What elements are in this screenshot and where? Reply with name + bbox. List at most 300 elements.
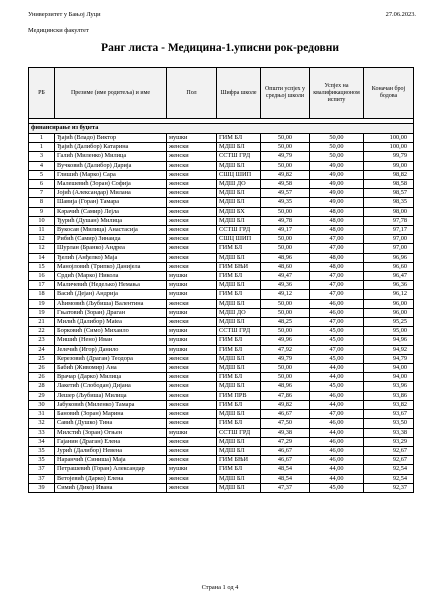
gender-cell: женски bbox=[167, 373, 217, 382]
school-code-cell: МДШ БЛ bbox=[217, 143, 261, 152]
rank-cell: 39 bbox=[29, 483, 55, 492]
total-points-cell: 92,54 bbox=[364, 474, 414, 483]
name-cell: Рибић (Самир) Зинаида bbox=[55, 235, 167, 244]
document-date: 27.06.2023. bbox=[385, 11, 416, 18]
general-success-cell: 47,50 bbox=[261, 419, 310, 428]
general-success-cell: 49,12 bbox=[261, 290, 310, 299]
table-header-row bbox=[29, 68, 414, 119]
general-success-cell: 47,86 bbox=[261, 391, 310, 400]
total-points-cell: 94,00 bbox=[364, 373, 414, 382]
qualifying-exam-cell: 45,00 bbox=[310, 327, 364, 336]
name-cell: Вучковић (Далибор) Дарија bbox=[55, 161, 167, 170]
gender-cell: мушки bbox=[167, 272, 217, 281]
school-code-cell: СШЦ ШИП bbox=[217, 235, 261, 244]
total-points-cell: 98,58 bbox=[364, 180, 414, 189]
school-code-cell: МДШ БЛ bbox=[217, 253, 261, 262]
qualifying-exam-cell: 50,00 bbox=[310, 134, 364, 143]
table-row bbox=[29, 318, 414, 327]
table-row bbox=[29, 143, 414, 152]
school-code-cell: МДШ ДО bbox=[217, 308, 261, 317]
general-success-cell: 50,00 bbox=[261, 207, 310, 216]
total-points-cell: 95,00 bbox=[364, 327, 414, 336]
total-points-cell: 93,29 bbox=[364, 437, 414, 446]
qualifying-exam-cell: 48,00 bbox=[310, 207, 364, 216]
gender-cell: мушки bbox=[167, 281, 217, 290]
school-code-cell: ГИМ БЊИ bbox=[217, 456, 261, 465]
school-code-cell: ГИМ БЛ bbox=[217, 244, 261, 253]
total-points-cell: 94,92 bbox=[364, 345, 414, 354]
rank-cell: 28 bbox=[29, 382, 55, 391]
total-points-cell: 96,47 bbox=[364, 272, 414, 281]
general-success-cell: 48,60 bbox=[261, 262, 310, 271]
school-code-cell: МДШ БЛ bbox=[217, 410, 261, 419]
school-code-cell: МДШ БЛ bbox=[217, 364, 261, 373]
rank-cell: 8 bbox=[29, 198, 55, 207]
name-cell: Бабић (Живомир) Ана bbox=[55, 364, 167, 373]
table-row bbox=[29, 244, 414, 253]
qualifying-exam-cell: 47,00 bbox=[310, 290, 364, 299]
total-points-cell: 94,79 bbox=[364, 354, 414, 363]
qualifying-exam-cell: 49,00 bbox=[310, 189, 364, 198]
rank-cell: 9 bbox=[29, 207, 55, 216]
total-points-cell: 97,17 bbox=[364, 226, 414, 235]
total-points-cell: 93,38 bbox=[364, 428, 414, 437]
general-success-cell: 50,00 bbox=[261, 161, 310, 170]
section-row bbox=[29, 124, 414, 134]
school-code-cell: ССТШ ГРД bbox=[217, 152, 261, 161]
qualifying-exam-cell: 45,00 bbox=[310, 354, 364, 363]
rank-cell: 25 bbox=[29, 354, 55, 363]
qualifying-exam-cell: 48,00 bbox=[310, 253, 364, 262]
rank-cell: 11 bbox=[29, 226, 55, 235]
total-points-cell: 98,00 bbox=[364, 207, 414, 216]
general-success-cell: 49,57 bbox=[261, 189, 310, 198]
qualifying-exam-cell: 46,00 bbox=[310, 446, 364, 455]
rank-cell: 24 bbox=[29, 345, 55, 354]
total-points-cell: 96,12 bbox=[364, 290, 414, 299]
rank-cell: 35 bbox=[29, 446, 55, 455]
gender-cell: женски bbox=[167, 437, 217, 446]
total-points-cell: 93,67 bbox=[364, 410, 414, 419]
qualifying-exam-cell: 48,00 bbox=[310, 262, 364, 271]
general-success-cell: 50,00 bbox=[261, 244, 310, 253]
qualifying-exam-cell: 44,00 bbox=[310, 465, 364, 474]
qualifying-exam-cell: 47,00 bbox=[310, 345, 364, 354]
qualifying-exam-cell: 47,00 bbox=[310, 272, 364, 281]
name-cell: Шурлан (Бранко) Андреа bbox=[55, 244, 167, 253]
table-row bbox=[29, 272, 414, 281]
total-points-cell: 92,54 bbox=[364, 465, 414, 474]
school-code-cell: ГИМ БЛ bbox=[217, 345, 261, 354]
total-points-cell: 95,25 bbox=[364, 318, 414, 327]
school-code-cell: ССТШ ГРД bbox=[217, 428, 261, 437]
gender-cell: мушки bbox=[167, 290, 217, 299]
gender-cell: женски bbox=[167, 419, 217, 428]
total-points-cell: 93,50 bbox=[364, 419, 414, 428]
name-cell: Ђајић (Владо) Виктор bbox=[55, 134, 167, 143]
general-success-cell: 47,92 bbox=[261, 345, 310, 354]
total-points-cell: 92,67 bbox=[364, 456, 414, 465]
name-cell: Ђурић (Душан) Милица bbox=[55, 216, 167, 225]
school-code-cell: МДШ БЛ bbox=[217, 483, 261, 492]
gender-cell: женски bbox=[167, 400, 217, 409]
name-cell: Керезовић (Драган) Теодора bbox=[55, 354, 167, 363]
general-success-cell: 49,35 bbox=[261, 198, 310, 207]
rank-cell: 12 bbox=[29, 244, 55, 253]
total-points-cell: 99,00 bbox=[364, 161, 414, 170]
total-points-cell: 96,60 bbox=[364, 262, 414, 271]
qualifying-exam-cell: 45,00 bbox=[310, 336, 364, 345]
school-code-cell: МДШ БЛ bbox=[217, 281, 261, 290]
qualifying-exam-cell: 44,00 bbox=[310, 373, 364, 382]
rank-cell: 15 bbox=[29, 262, 55, 271]
school-code-cell: МДШ ДО bbox=[217, 180, 261, 189]
table-row bbox=[29, 180, 414, 189]
table-row bbox=[29, 281, 414, 290]
name-cell: Галић (Миленко) Милица bbox=[55, 152, 167, 161]
name-cell: Симић (Дико) Ивана bbox=[55, 483, 167, 492]
ranking-table bbox=[28, 67, 414, 493]
qualifying-exam-cell: 50,00 bbox=[310, 152, 364, 161]
table-row bbox=[29, 419, 414, 428]
qualifying-exam-cell: 45,00 bbox=[310, 382, 364, 391]
general-success-cell: 50,00 bbox=[261, 373, 310, 382]
table-row bbox=[29, 262, 414, 271]
qualifying-exam-cell: 45,00 bbox=[310, 483, 364, 492]
name-cell: Јојић (Александар) Милана bbox=[55, 189, 167, 198]
table-row bbox=[29, 410, 414, 419]
name-cell: Срдић (Марко) Никола bbox=[55, 272, 167, 281]
general-success-cell: 49,17 bbox=[261, 226, 310, 235]
name-cell: Лешер (Љубиша) Милица bbox=[55, 391, 167, 400]
general-success-cell: 50,00 bbox=[261, 143, 310, 152]
gender-cell: женски bbox=[167, 299, 217, 308]
gender-cell: женски bbox=[167, 483, 217, 492]
rank-cell: 6 bbox=[29, 180, 55, 189]
total-points-cell: 93,82 bbox=[364, 400, 414, 409]
gender-cell: женски bbox=[167, 410, 217, 419]
school-code-cell: ГИМ ПРВ bbox=[217, 391, 261, 400]
table-row bbox=[29, 308, 414, 317]
rank-cell: 29 bbox=[29, 391, 55, 400]
gender-cell: женски bbox=[167, 180, 217, 189]
gender-cell: мушки bbox=[167, 428, 217, 437]
page-footer: Страна 1 од 4 bbox=[201, 584, 239, 591]
name-cell: Мишић (Нено) Иван bbox=[55, 336, 167, 345]
rank-cell: 4 bbox=[29, 161, 55, 170]
column-header-name: Презиме (име родитеља) и име bbox=[55, 68, 167, 119]
general-success-cell: 49,79 bbox=[261, 354, 310, 363]
qualifying-exam-cell: 49,00 bbox=[310, 198, 364, 207]
total-points-cell: 98,57 bbox=[364, 189, 414, 198]
general-success-cell: 49,82 bbox=[261, 170, 310, 179]
table-row bbox=[29, 189, 414, 198]
table-row bbox=[29, 474, 414, 483]
gender-cell: женски bbox=[167, 198, 217, 207]
name-cell: Наранчић (Синиша) Маја bbox=[55, 456, 167, 465]
gender-cell: женски bbox=[167, 161, 217, 170]
total-points-cell: 98,82 bbox=[364, 170, 414, 179]
rank-cell: 30 bbox=[29, 400, 55, 409]
rank-cell: 1 bbox=[29, 143, 55, 152]
qualifying-exam-cell: 47,00 bbox=[310, 235, 364, 244]
rank-cell: 37 bbox=[29, 474, 55, 483]
general-success-cell: 49,58 bbox=[261, 180, 310, 189]
table-row bbox=[29, 437, 414, 446]
total-points-cell: 97,00 bbox=[364, 244, 414, 253]
school-code-cell: ГИМ БЊИ bbox=[217, 262, 261, 271]
school-code-cell: МДШ БЛ bbox=[217, 382, 261, 391]
rank-cell: 7 bbox=[29, 189, 55, 198]
name-cell: Ветојевић (Дарко) Елена bbox=[55, 474, 167, 483]
qualifying-exam-cell: 46,00 bbox=[310, 391, 364, 400]
rank-cell: 3 bbox=[29, 152, 55, 161]
page-title: Ранг листа - Медицина-1.уписни рок-редовни bbox=[101, 42, 339, 54]
university-name: Универзитет у Бањој Луци bbox=[28, 11, 101, 18]
school-code-cell: ГИМ БЛ bbox=[217, 290, 261, 299]
rank-cell: 26 bbox=[29, 364, 55, 373]
school-code-cell: ГИМ БЛ bbox=[217, 465, 261, 474]
total-points-cell: 93,86 bbox=[364, 391, 414, 400]
general-success-cell: 46,67 bbox=[261, 410, 310, 419]
qualifying-exam-cell: 44,00 bbox=[310, 364, 364, 373]
table-row bbox=[29, 198, 414, 207]
gender-cell: мушки bbox=[167, 345, 217, 354]
name-cell: Малешевић (Зоран) Софија bbox=[55, 180, 167, 189]
rank-cell: 31 bbox=[29, 410, 55, 419]
column-header-qualifying-exam: Успјех на квалификационом испиту bbox=[310, 68, 364, 119]
total-points-cell: 92,67 bbox=[364, 446, 414, 455]
rank-cell: 35 bbox=[29, 456, 55, 465]
general-success-cell: 48,54 bbox=[261, 474, 310, 483]
general-success-cell: 49,36 bbox=[261, 281, 310, 290]
school-code-cell: ГИМ БЛ bbox=[217, 134, 261, 143]
name-cell: Ђелић (Анђелко) Маја bbox=[55, 253, 167, 262]
school-code-cell: ССТШ ГРД bbox=[217, 226, 261, 235]
school-code-cell: МДШ БЛ bbox=[217, 474, 261, 483]
total-points-cell: 96,00 bbox=[364, 308, 414, 317]
school-code-cell: ССТШ ГРД bbox=[217, 327, 261, 336]
name-cell: Аћимовић (Љубиша) Валентина bbox=[55, 299, 167, 308]
table-row bbox=[29, 290, 414, 299]
total-points-cell: 94,96 bbox=[364, 336, 414, 345]
general-success-cell: 50,00 bbox=[261, 134, 310, 143]
general-success-cell: 48,96 bbox=[261, 253, 310, 262]
name-cell: Петрашевић (Горан) Александар bbox=[55, 465, 167, 474]
qualifying-exam-cell: 49,00 bbox=[310, 170, 364, 179]
table-row bbox=[29, 336, 414, 345]
school-code-cell: МДШ БЛ bbox=[217, 161, 261, 170]
rank-cell: 17 bbox=[29, 281, 55, 290]
gender-cell: женски bbox=[167, 382, 217, 391]
gender-cell: женски bbox=[167, 170, 217, 179]
name-cell: Васић (Дејан) Андрија bbox=[55, 290, 167, 299]
name-cell: Кәрачић (Самир) Лејла bbox=[55, 207, 167, 216]
school-code-cell: МДШ БЛ bbox=[217, 354, 261, 363]
table-row bbox=[29, 207, 414, 216]
general-success-cell: 49,38 bbox=[261, 428, 310, 437]
table-row bbox=[29, 354, 414, 363]
column-header-school-code: Шифра школе bbox=[217, 68, 261, 119]
table-row bbox=[29, 364, 414, 373]
total-points-cell: 100,00 bbox=[364, 143, 414, 152]
school-code-cell: МДШ БЛ bbox=[217, 437, 261, 446]
table-row bbox=[29, 253, 414, 262]
rank-cell: 26 bbox=[29, 373, 55, 382]
qualifying-exam-cell: 47,00 bbox=[310, 410, 364, 419]
general-success-cell: 50,00 bbox=[261, 364, 310, 373]
gender-cell: женски bbox=[167, 446, 217, 455]
name-cell: Милић (Далибор) Мatea bbox=[55, 318, 167, 327]
general-success-cell: 50,00 bbox=[261, 235, 310, 244]
gender-cell: женски bbox=[167, 235, 217, 244]
section-label: финансирање из буџета bbox=[29, 124, 414, 134]
school-code-cell: МДШ БЛ bbox=[217, 189, 261, 198]
column-header-rank: РБ bbox=[29, 68, 55, 119]
table-row bbox=[29, 345, 414, 354]
name-cell: Ђајић (Далибор) Катарина bbox=[55, 143, 167, 152]
total-points-cell: 97,00 bbox=[364, 235, 414, 244]
total-points-cell: 98,35 bbox=[364, 198, 414, 207]
name-cell: Шавија (Горан) Тамара bbox=[55, 198, 167, 207]
qualifying-exam-cell: 50,00 bbox=[310, 143, 364, 152]
school-code-cell: ГИМ БЛ bbox=[217, 400, 261, 409]
name-cell: Врачар (Дарко) Милица bbox=[55, 373, 167, 382]
gender-cell: женски bbox=[167, 456, 217, 465]
name-cell: Јелечић (Игор) Данило bbox=[55, 345, 167, 354]
name-cell: Јурић (Далибор) Невена bbox=[55, 446, 167, 455]
qualifying-exam-cell: 47,00 bbox=[310, 281, 364, 290]
rank-cell: 19 bbox=[29, 308, 55, 317]
general-success-cell: 49,79 bbox=[261, 152, 310, 161]
qualifying-exam-cell: 46,00 bbox=[310, 419, 364, 428]
rank-cell: 19 bbox=[29, 299, 55, 308]
school-code-cell: МДШ БХ bbox=[217, 207, 261, 216]
total-points-cell: 94,00 bbox=[364, 364, 414, 373]
qualifying-exam-cell: 46,00 bbox=[310, 456, 364, 465]
school-code-cell: ГИМ БЛ bbox=[217, 419, 261, 428]
gender-cell: женски bbox=[167, 391, 217, 400]
column-header-gender: Пол bbox=[167, 68, 217, 119]
name-cell: Милстић (Зоран) Огњен bbox=[55, 428, 167, 437]
name-cell: Вукосав (Милица) Анастасија bbox=[55, 226, 167, 235]
gender-cell: женски bbox=[167, 474, 217, 483]
name-cell: Јабуковић (Миленко) Тамара bbox=[55, 400, 167, 409]
gender-cell: женски bbox=[167, 216, 217, 225]
qualifying-exam-cell: 48,00 bbox=[310, 216, 364, 225]
total-points-cell: 93,96 bbox=[364, 382, 414, 391]
rank-cell: 5 bbox=[29, 170, 55, 179]
table-row bbox=[29, 152, 414, 161]
table-row bbox=[29, 483, 414, 492]
table-row bbox=[29, 161, 414, 170]
rank-cell: 14 bbox=[29, 253, 55, 262]
school-code-cell: МДШ БЛ bbox=[217, 299, 261, 308]
table-body bbox=[29, 119, 414, 493]
gender-cell: женски bbox=[167, 226, 217, 235]
general-success-cell: 49,96 bbox=[261, 336, 310, 345]
table-row bbox=[29, 327, 414, 336]
table-row bbox=[29, 299, 414, 308]
column-header-total-points: Коначан број бодова bbox=[364, 68, 414, 119]
rank-cell: 22 bbox=[29, 327, 55, 336]
general-success-cell: 48,25 bbox=[261, 318, 310, 327]
gender-cell: женски bbox=[167, 143, 217, 152]
gender-cell: мушки bbox=[167, 465, 217, 474]
name-cell: Манојловић (Трипко) Данијела bbox=[55, 262, 167, 271]
table-row bbox=[29, 226, 414, 235]
qualifying-exam-cell: 44,00 bbox=[310, 400, 364, 409]
rank-cell: 23 bbox=[29, 336, 55, 345]
name-cell: Гајанин (Драган) Елена bbox=[55, 437, 167, 446]
column-header-general-success: Општи успјех у средњој школи bbox=[261, 68, 310, 119]
gender-cell: мушки bbox=[167, 308, 217, 317]
rank-cell: 33 bbox=[29, 428, 55, 437]
rank-cell: 34 bbox=[29, 437, 55, 446]
rank-cell: 1 bbox=[29, 134, 55, 143]
qualifying-exam-cell: 46,00 bbox=[310, 308, 364, 317]
total-points-cell: 97,78 bbox=[364, 216, 414, 225]
general-success-cell: 49,47 bbox=[261, 272, 310, 281]
total-points-cell: 96,00 bbox=[364, 299, 414, 308]
table-row bbox=[29, 382, 414, 391]
total-points-cell: 96,36 bbox=[364, 281, 414, 290]
general-success-cell: 50,00 bbox=[261, 299, 310, 308]
name-cell: Савић (Душко) Тина bbox=[55, 419, 167, 428]
name-cell: Гњатовић (Зоран) Драган bbox=[55, 308, 167, 317]
school-code-cell: МДШ БЛ bbox=[217, 446, 261, 455]
school-code-cell: ГИМ БЛ bbox=[217, 373, 261, 382]
table-row bbox=[29, 456, 414, 465]
school-code-cell: МДШ БЛ bbox=[217, 198, 261, 207]
school-code-cell: МДШ БЛ bbox=[217, 318, 261, 327]
general-success-cell: 47,37 bbox=[261, 483, 310, 492]
general-success-cell: 48,96 bbox=[261, 382, 310, 391]
table-row bbox=[29, 373, 414, 382]
rank-cell: 16 bbox=[29, 272, 55, 281]
table-row bbox=[29, 446, 414, 455]
school-code-cell: СШЦ ШИП bbox=[217, 170, 261, 179]
name-cell: Борковић (Симо) Михаило bbox=[55, 327, 167, 336]
table-row bbox=[29, 391, 414, 400]
qualifying-exam-cell: 46,00 bbox=[310, 299, 364, 308]
general-success-cell: 48,54 bbox=[261, 465, 310, 474]
general-success-cell: 50,00 bbox=[261, 327, 310, 336]
total-points-cell: 100,00 bbox=[364, 134, 414, 143]
table-row bbox=[29, 170, 414, 179]
table-row bbox=[29, 428, 414, 437]
qualifying-exam-cell: 44,00 bbox=[310, 428, 364, 437]
table-row bbox=[29, 216, 414, 225]
gender-cell: мушки bbox=[167, 134, 217, 143]
gender-cell: женски bbox=[167, 207, 217, 216]
table-row bbox=[29, 465, 414, 474]
gender-cell: мушки bbox=[167, 327, 217, 336]
table-row bbox=[29, 235, 414, 244]
general-success-cell: 50,00 bbox=[261, 308, 310, 317]
qualifying-exam-cell: 44,00 bbox=[310, 474, 364, 483]
general-success-cell: 46,67 bbox=[261, 446, 310, 455]
table-row bbox=[29, 400, 414, 409]
rank-cell: 10 bbox=[29, 216, 55, 225]
school-code-cell: ГИМ БЛ bbox=[217, 336, 261, 345]
gender-cell: мушки bbox=[167, 336, 217, 345]
qualifying-exam-cell: 47,00 bbox=[310, 318, 364, 327]
qualifying-exam-cell: 46,00 bbox=[310, 437, 364, 446]
total-points-cell: 99,79 bbox=[364, 152, 414, 161]
rank-cell: 37 bbox=[29, 465, 55, 474]
gender-cell: женски bbox=[167, 318, 217, 327]
